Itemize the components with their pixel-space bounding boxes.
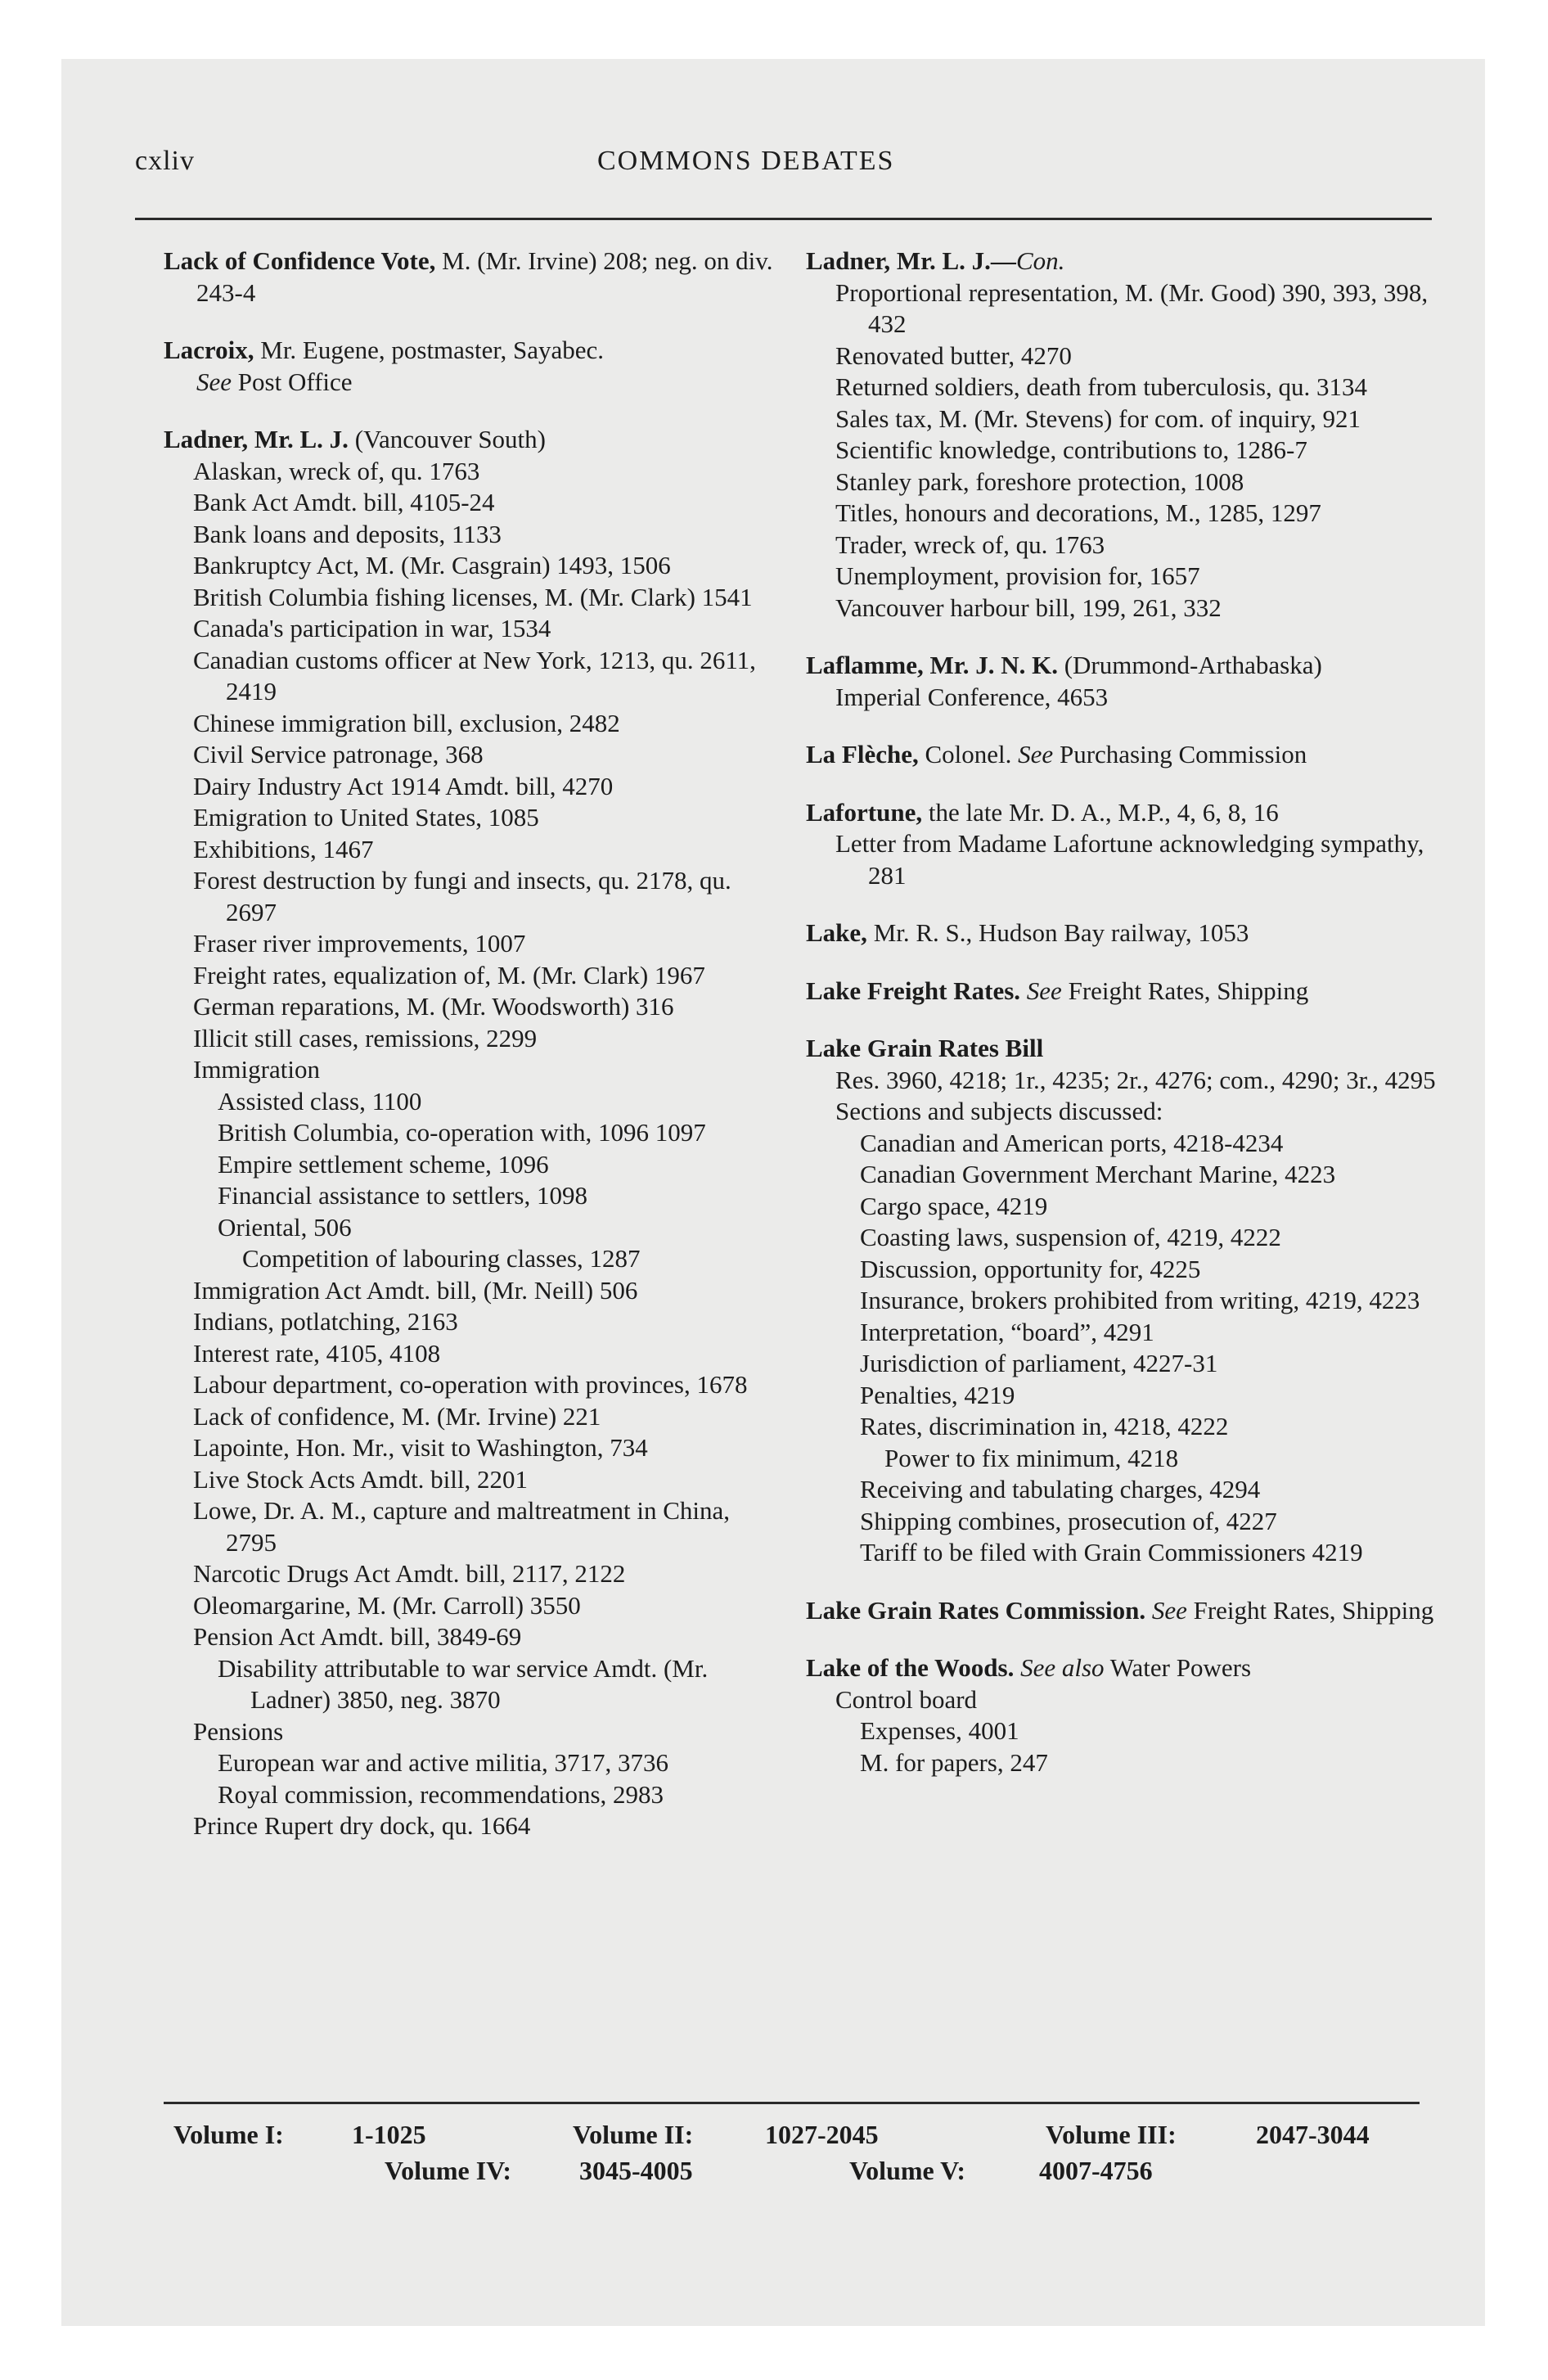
- list-item: Vancouver harbour bill, 199, 261, 332: [835, 593, 1222, 622]
- list-item: Narcotic Drugs Act Amdt. bill, 2117, 2122: [193, 1559, 626, 1588]
- list-subitem: Assisted class, 1100: [218, 1086, 422, 1116]
- entry-heading: Laflamme, Mr. J. N. K.: [806, 651, 1058, 679]
- list-item: Canada's participation in war, 1534: [193, 614, 551, 642]
- page-title: COMMONS DEBATES: [597, 146, 895, 176]
- volume-2-label: Volume II:: [573, 2120, 694, 2149]
- see-reference: See also: [1020, 1653, 1105, 1682]
- list-item: Forest destruction by fungi and insects, qu. 2178, qu. 2697: [193, 866, 731, 926]
- list-subitem: Royal commission, recommendations, 2983: [218, 1779, 664, 1809]
- index-entry-lake-freight-rates: [806, 976, 1444, 1007]
- list-item: Dairy Industry Act 1914 Amdt. bill, 4270: [193, 771, 614, 800]
- list-item: British Columbia fishing licenses, M. (Mr. Clark) 1541: [193, 582, 753, 611]
- list-subitem: European war and active militia, 3717, 3736: [218, 1748, 668, 1777]
- entry-text: M. (Mr. Irvine) 208; neg. on div. 243-4: [196, 246, 773, 307]
- index-entry-lake-grain-rates-bill: [806, 1033, 1444, 1569]
- continued-marker: Con.: [1015, 246, 1065, 275]
- entry-text: Colonel.: [925, 740, 1012, 769]
- entry-text: Mr. R. S., Hudson Bay railway, 1053: [873, 918, 1249, 947]
- see-target: Freight Rates, Shipping: [1193, 1595, 1434, 1625]
- list-subitem: Interpretation, “board”, 4291: [860, 1317, 1154, 1346]
- entry-heading: La Flèche,: [806, 740, 919, 769]
- entry-heading: Lafortune,: [806, 797, 923, 827]
- list-subitem: Discussion, opportunity for, 4225: [860, 1254, 1201, 1283]
- list-subitem: Canadian and American ports, 4218-4234: [860, 1128, 1284, 1157]
- list-item: Labour department, co-operation with provinces, 1678: [193, 1370, 748, 1399]
- entry-text: (Vancouver South): [354, 425, 546, 453]
- list-item: Titles, honours and decorations, M., 1285, 1297: [835, 498, 1321, 527]
- page-number: cxliv: [135, 146, 195, 176]
- index-entry-la-fleche: [806, 739, 1444, 771]
- see-target: Freight Rates, Shipping: [1068, 976, 1309, 1005]
- list-subsubitem: Power to fix minimum, 4218: [884, 1443, 1179, 1472]
- index-entry-lafortune: [806, 797, 1444, 892]
- list-item: Letter from Madame Lafortune acknowledging sympathy, 281: [835, 829, 1424, 890]
- list-item: Lack of confidence, M. (Mr. Irvine) 221: [193, 1401, 601, 1431]
- list-item: Proportional representation, M. (Mr. Good) 390, 393, 398, 432: [835, 277, 1429, 338]
- list-item: Renovated butter, 4270: [835, 340, 1072, 370]
- entry-heading: Lake Freight Rates.: [806, 976, 1021, 1005]
- volume-5-label: Volume V:: [849, 2156, 965, 2185]
- entry-heading: Lake Grain Rates Commission.: [806, 1595, 1146, 1625]
- entry-heading: Lack of Confidence Vote,: [164, 246, 436, 275]
- entry-heading: Ladner, Mr. L. J.: [164, 425, 349, 453]
- list-item: German reparations, M. (Mr. Woodsworth) 316: [193, 992, 674, 1021]
- list-subitem: M. for papers, 247: [860, 1747, 1048, 1777]
- list-item: Live Stock Acts Amdt. bill, 2201: [193, 1464, 529, 1494]
- volume-3-range: 2047-3044: [1256, 2120, 1370, 2149]
- list-item: Freight rates, equalization of, M. (Mr. Clark) 1967: [193, 960, 705, 989]
- list-subitem: Cargo space, 4219: [860, 1191, 1048, 1220]
- index-entry-lacroix: [164, 335, 785, 398]
- see-target: Water Powers: [1109, 1653, 1252, 1682]
- list-subitem: British Columbia, co-operation with, 1096 1097: [218, 1118, 706, 1147]
- entry-heading: Lake Grain Rates Bill: [806, 1034, 1044, 1062]
- list-item: Sales tax, M. (Mr. Stevens) for com. of inquiry, 921: [835, 403, 1361, 433]
- list-subitem: Rates, discrimination in, 4218, 4222: [860, 1412, 1229, 1440]
- volume-5-range: 4007-4756: [1039, 2156, 1153, 2185]
- list-item: Pensions: [193, 1716, 284, 1746]
- list-subitem: Tariff to be filed with Grain Commissioners 4219: [860, 1538, 1363, 1566]
- list-subitem: Insurance, brokers prohibited from writing, 4219, 4223: [860, 1286, 1420, 1314]
- list-item: Lapointe, Hon. Mr., visit to Washington, 734: [193, 1433, 648, 1462]
- index-entry-lake: [806, 917, 1444, 949]
- list-subitem: Canadian Government Merchant Marine, 4223: [860, 1160, 1336, 1188]
- list-item: Lowe, Dr. A. M., capture and maltreatment in China, 2795: [193, 1496, 730, 1557]
- list-subsubitem: Competition of labouring classes, 1287: [242, 1244, 641, 1273]
- list-item: Stanley park, foreshore protection, 1008: [835, 467, 1244, 496]
- list-item: Trader, wreck of, qu. 1763: [835, 530, 1105, 559]
- list-subitem: Shipping combines, prosecution of, 4227: [860, 1506, 1277, 1535]
- list-item: Imperial Conference, 4653: [835, 682, 1109, 711]
- see-reference: See: [196, 367, 232, 396]
- list-subitem: Jurisdiction of parliament, 4227-31: [860, 1349, 1218, 1377]
- list-item: Fraser river improvements, 1007: [193, 929, 526, 958]
- footer-rule: [164, 2102, 1420, 2104]
- list-item: Chinese immigration bill, exclusion, 2482: [193, 708, 620, 737]
- list-subitem: Receiving and tabulating charges, 4294: [860, 1475, 1261, 1503]
- list-item: Control board: [835, 1684, 978, 1714]
- list-item: Res. 3960, 4218; 1r., 4235; 2r., 4276; com., 4290; 3r., 4295: [835, 1065, 1436, 1094]
- entry-heading: Lake,: [806, 918, 867, 947]
- left-column: [164, 246, 785, 1868]
- list-subitem: Oriental, 506: [218, 1212, 352, 1242]
- page-header: [115, 146, 1428, 187]
- volume-4-label: Volume IV:: [385, 2156, 511, 2185]
- list-item: Sections and subjects discussed:: [835, 1097, 1163, 1125]
- see-target: Post Office: [237, 367, 353, 396]
- see-reference: See: [1151, 1595, 1187, 1625]
- list-subitem: Coasting laws, suspension of, 4219, 4222: [860, 1223, 1281, 1251]
- list-item: Illicit still cases, remissions, 2299: [193, 1023, 538, 1053]
- list-item: Bank Act Amdt. bill, 4105-24: [193, 488, 495, 516]
- list-subitem: Disability attributable to war service Amdt. (Mr. Ladner) 3850, neg. 3870: [218, 1653, 709, 1714]
- list-item: Prince Rupert dry dock, qu. 1664: [193, 1811, 531, 1840]
- volume-1-label: Volume I:: [173, 2120, 284, 2149]
- index-entry-lake-of-the-woods: [806, 1652, 1444, 1778]
- volume-4-range: 3045-4005: [579, 2156, 693, 2185]
- index-entry-ladner-continued: [806, 246, 1444, 624]
- list-item: Scientific knowledge, contributions to, 1286-7: [835, 435, 1307, 464]
- list-item: Indians, potlatching, 2163: [193, 1307, 458, 1336]
- list-item: Interest rate, 4105, 4108: [193, 1338, 441, 1368]
- entry-heading: Lacroix,: [164, 336, 254, 364]
- list-subitem: Penalties, 4219: [860, 1380, 1015, 1409]
- index-entry-laflamme: [806, 650, 1444, 713]
- volume-3-label: Volume III:: [1046, 2120, 1177, 2149]
- list-item: Exhibitions, 1467: [193, 834, 374, 863]
- entry-heading: Ladner, Mr. L. J.—: [806, 246, 1016, 275]
- list-item: Bank loans and deposits, 1133: [193, 519, 502, 548]
- list-item: Immigration Act Amdt. bill, (Mr. Neill) 506: [193, 1275, 638, 1305]
- list-item: Returned soldiers, death from tuberculosis, qu. 3134: [835, 372, 1368, 401]
- list-item: Alaskan, wreck of, qu. 1763: [193, 456, 480, 485]
- entry-text: the late Mr. D. A., M.P., 4, 6, 8, 16: [928, 797, 1279, 827]
- list-item: Canadian customs officer at New York, 1213, qu. 2611, 2419: [193, 645, 756, 705]
- volume-2-range: 1027-2045: [765, 2120, 879, 2149]
- index-entry-lack-of-confidence: [164, 246, 785, 309]
- see-reference: See: [1018, 740, 1054, 769]
- list-subitem: Empire settlement scheme, 1096: [218, 1149, 549, 1179]
- right-column: [806, 246, 1444, 1805]
- list-item: Unemployment, provision for, 1657: [835, 561, 1200, 590]
- header-rule: [135, 218, 1432, 220]
- entry-text: (Drummond-Arthabaska): [1064, 651, 1322, 679]
- volume-1-range: 1-1025: [352, 2120, 426, 2149]
- entry-text: Mr. Eugene, postmaster, Sayabec.: [260, 336, 604, 364]
- list-item: Bankruptcy Act, M. (Mr. Casgrain) 1493, 1506: [193, 551, 671, 579]
- list-subitem: Expenses, 4001: [860, 1716, 1019, 1745]
- list-item: Pension Act Amdt. bill, 3849-69: [193, 1622, 522, 1651]
- index-entry-lake-grain-rates-commission: [806, 1595, 1444, 1627]
- list-subitem: Financial assistance to settlers, 1098: [218, 1181, 587, 1210]
- list-item: Civil Service patronage, 368: [193, 740, 484, 769]
- see-target: Purchasing Commission: [1059, 740, 1307, 769]
- list-item: Oleomargarine, M. (Mr. Carroll) 3550: [193, 1590, 581, 1620]
- list-item: Emigration to United States, 1085: [193, 803, 539, 832]
- list-item: Immigration: [193, 1055, 320, 1084]
- see-reference: See: [1026, 976, 1062, 1005]
- entry-heading: Lake of the Woods.: [806, 1653, 1015, 1682]
- index-entry-ladner: [164, 424, 785, 1842]
